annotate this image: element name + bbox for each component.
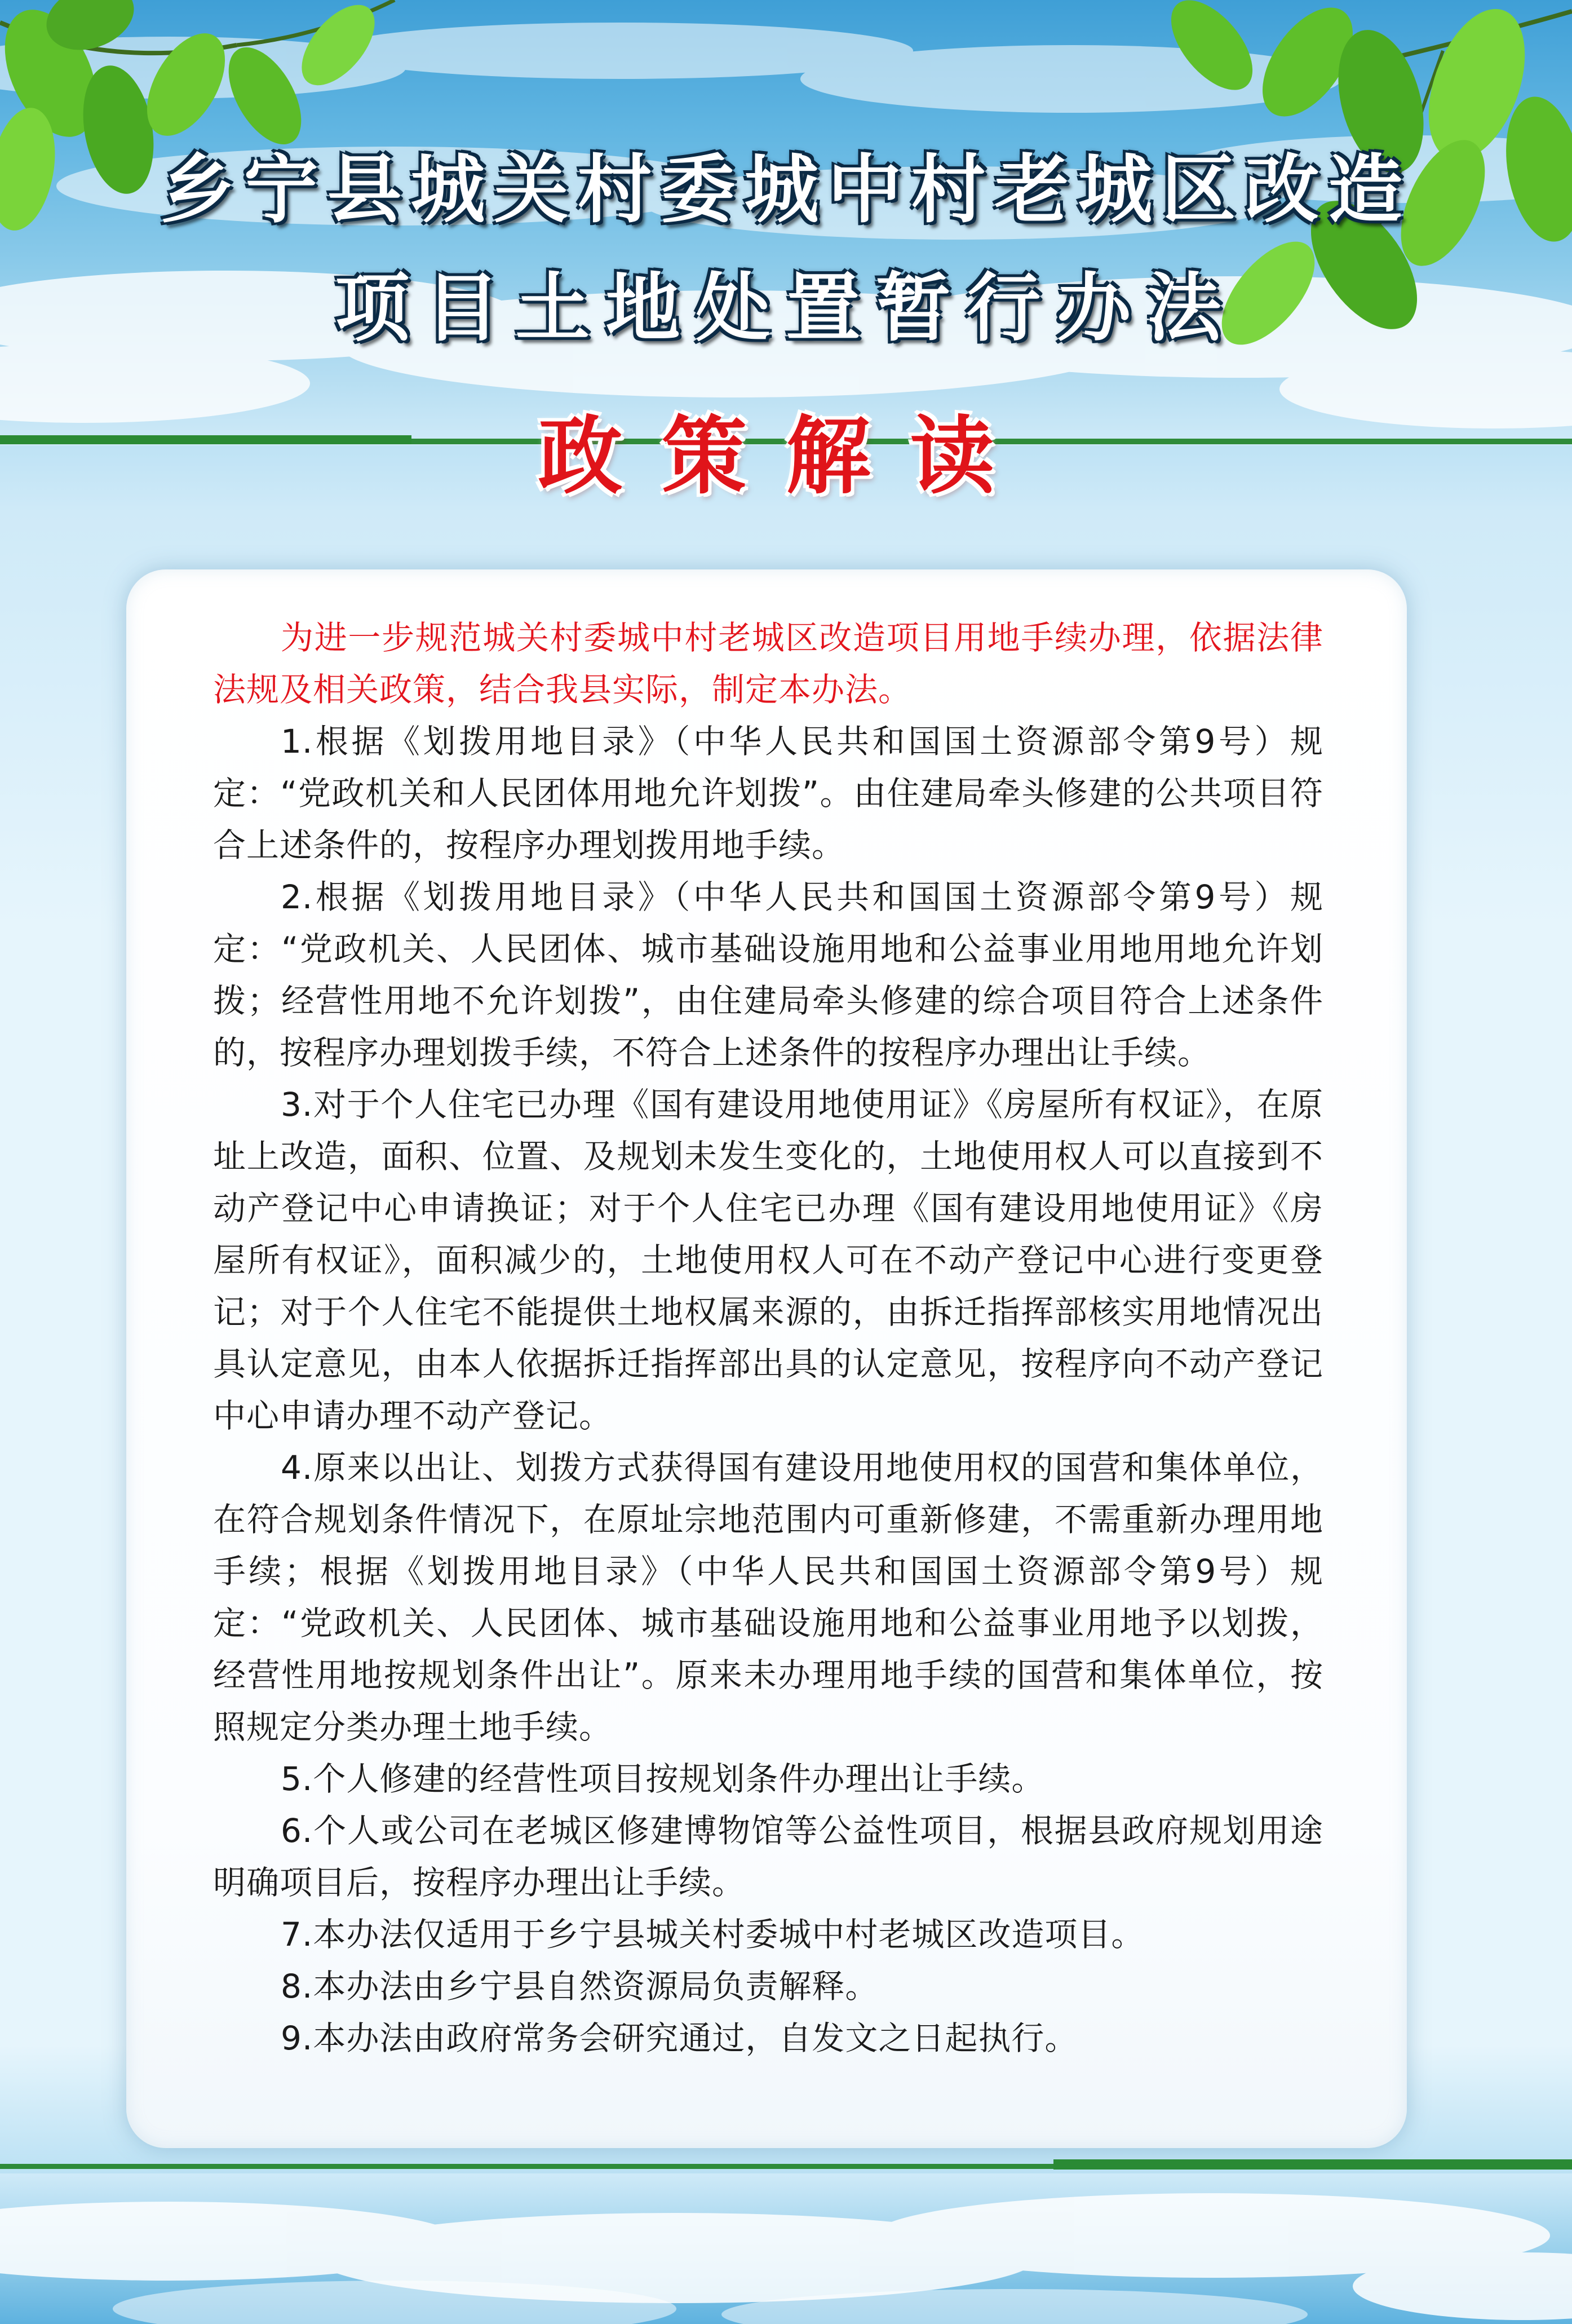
bottom-divider-accent — [1053, 2159, 1572, 2170]
policy-item-8: 8.本办法由乡宁县自然资源局负责解释。 — [281, 1967, 879, 2005]
intro-paragraph: 为进一步规范城关村委城中村老城区改造项目用地手续办理，依据法律法规及相关政策，结合我县实际，制定本办法。 — [213, 618, 1323, 709]
title-line-1: 乡宁县城关村委城中村老城区改造 — [160, 146, 1412, 233]
title-line-2: 项目土地处置暂行办法 — [335, 264, 1237, 352]
policy-item-7: 7.本办法仅适用于乡宁县城关村委城中村老城区改造项目。 — [281, 1915, 1145, 1954]
policy-item-5: 5.个人修建的经营性项目按规划条件办理出让手续。 — [281, 1760, 1045, 1798]
policy-item-3: 3.对于个人住宅已办理《国有建设用地使用证》《房屋所有权证》，在原址上改造，面积、位置、及规划未发生变化的，土地使用权人可以直接到不动产登记中心申请换证；对于个人住宅已办理《国有建设用地使用证》《房屋所有权证》，面积减少的，土地使用权人可在不动产登记中心进行变更登记；对于个人住宅不能提供土地权属来源的，由拆迁指挥部核实用地情况出具认定意见，由本人依据拆迁指挥部出具的认定意见，按程序向不动产登记中心申请办理不动产登记。 — [213, 1085, 1323, 1435]
policy-text — [213, 612, 1323, 2064]
footer-clouds-illustration — [0, 2173, 1572, 2324]
policy-item-4: 4.原来以出让、划拨方式获得国有建设用地使用权的国营和集体单位，在符合规划条件情况下，在原址宗地范围内可重新修建，不需重新办理用地手续；根据《划拨用地目录》（中华人民共和国国土资源部令第9号）规定：“党政机关、人民团体、城市基础设施用地和公益事业用地予以划拨，经营性用地按规划条件出让”。原来未办理用地手续的国营和集体单位，按照规定分类办理土地手续。 — [213, 1448, 1323, 1746]
policy-item-2: 2.根据《划拨用地目录》（中华人民共和国国土资源部令第9号）规定：“党政机关、人民团体、城市基础设施用地和公益事业用地用地允许划拨；经营性用地不允许划拨”，由住建局牵头修建的综合项目符合上述条件的，按程序办理划拨手续，不符合上述条件的按程序办理出让手续。 — [213, 878, 1323, 1072]
bottom-divider-line — [0, 2164, 1572, 2169]
policy-item-1: 1.根据《划拨用地目录》（中华人民共和国国土资源部令第9号）规定：“党政机关和人民团体用地允许划拨”。由住建局牵头修建的公共项目符合上述条件的，按程序办理划拨用地手续。 — [213, 722, 1323, 864]
policy-item-9: 9.本办法由政府常务会研究通过，自发文之日起执行。 — [281, 2019, 1078, 2057]
policy-item-6: 6.个人或公司在老城区修建博物馆等公益性项目，根据县政府规划用途明确项目后，按程序办理出让手续。 — [213, 1812, 1323, 1902]
footer-sky — [0, 2173, 1572, 2324]
subtitle-policy-interpretation: 政策解读 — [538, 407, 1034, 506]
